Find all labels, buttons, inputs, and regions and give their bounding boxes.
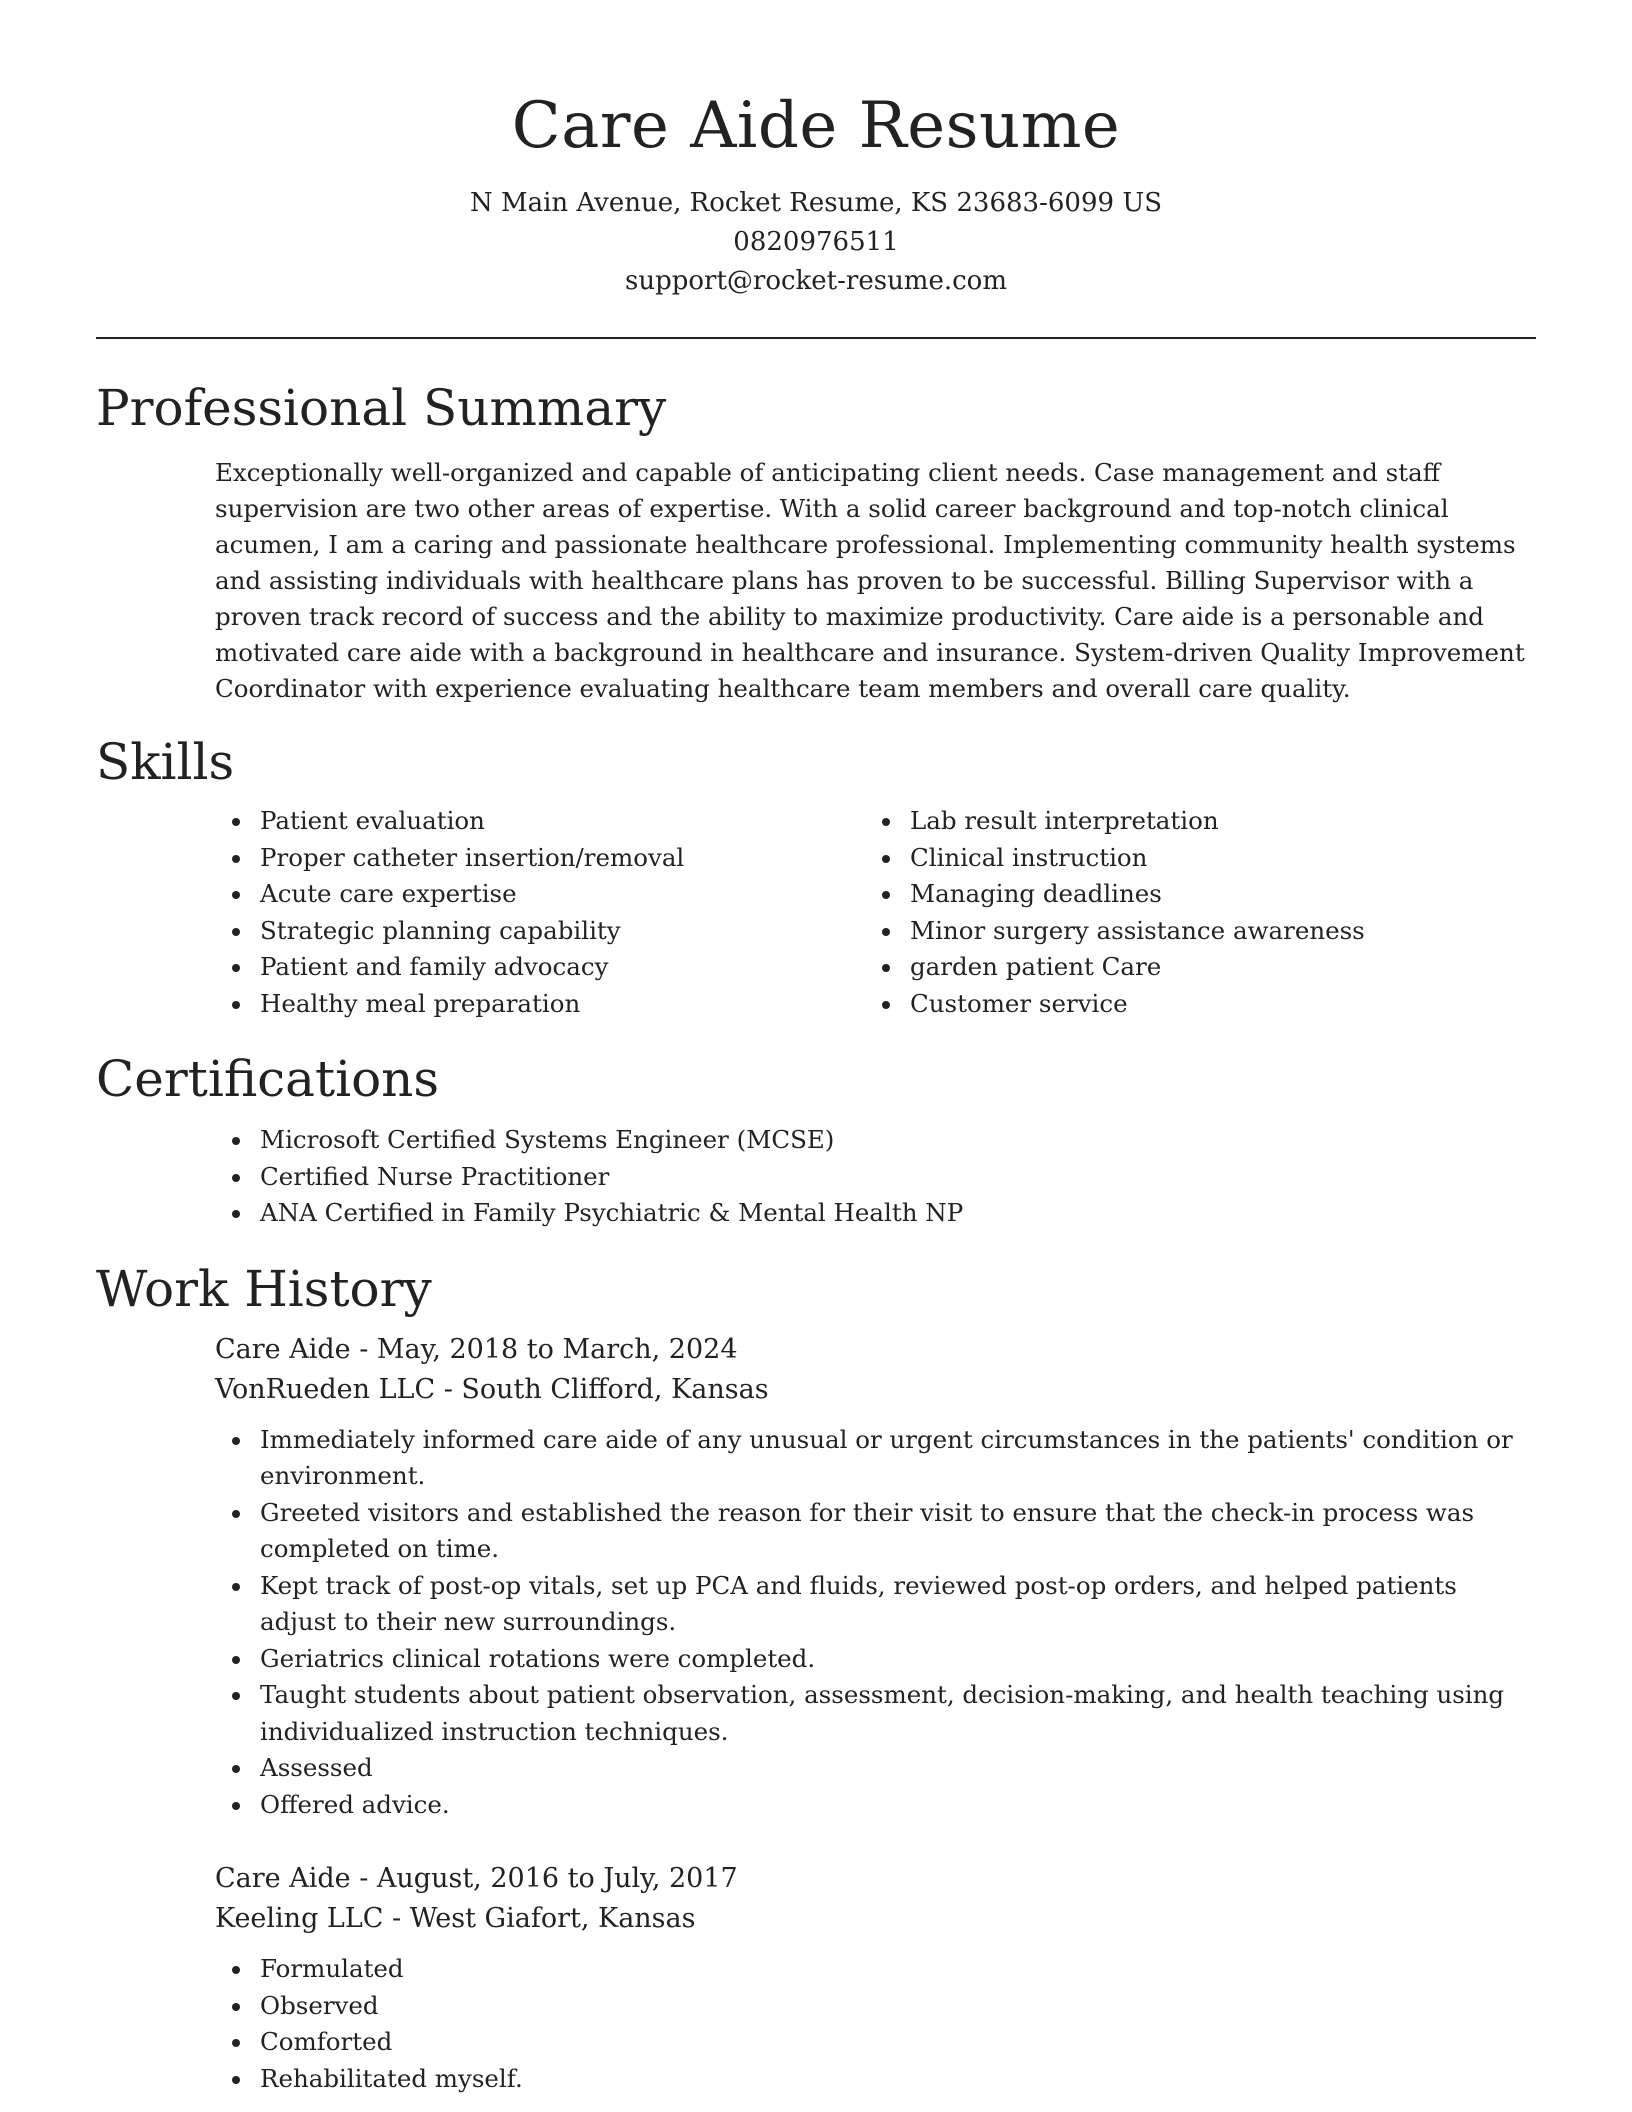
certification-item: Microsoft Certified Systems Engineer (MCSE) (260, 1122, 1536, 1159)
skill-item: Strategic planning capability (260, 913, 910, 950)
certifications-section (96, 1044, 1536, 1232)
job-duty-item: Rehabilitated myself. (260, 2061, 1536, 2098)
skill-item: Patient evaluation (260, 803, 910, 840)
job-duty-item: Immediately informed care aide of any unusual or urgent circumstances in the patients' condition or environment. (260, 1422, 1536, 1495)
certification-item: Certified Nurse Practitioner (260, 1159, 1536, 1196)
contact-phone: 0820976511 (733, 227, 899, 257)
skill-item: Clinical instruction (910, 840, 1365, 877)
skills-heading: Skills (96, 733, 235, 791)
job-entry (215, 1859, 1536, 2097)
job-duty-item: Kept track of post-op vitals, set up PCA and fluids, reviewed post-op orders, and helped patients adjust to their new surroundings. (260, 1568, 1536, 1641)
contact-block (96, 184, 1536, 301)
skill-item: Lab result interpretation (910, 803, 1365, 840)
summary-text: Exceptionally well-organized and capable of anticipating client needs. Case management and staff supervision are two other areas of expertise. With a solid career background and top-notch clinical acumen, I am a caring and passionate healthcare professional. Implementing community health systems and assisting individuals with healthcare plans has proven to be successful. Billing Supervisor with a proven track record of success and the ability to maximize productivity. Care aide is a personable and motivated care aide with a background in healthcare and insurance. System-driven Quality Improvement Coordinator with experience evaluating healthcare team members and overall care quality. (215, 458, 1525, 703)
job-duty-item: Taught students about patient observation, assessment, decision-making, and health teaching using individualized instruction techniques. (260, 1677, 1536, 1750)
skill-item: Patient and family advocacy (260, 949, 910, 986)
resume-page (96, 0, 1536, 2097)
job-company-location: VonRueden LLC - South Clifford, Kansas (215, 1373, 769, 1405)
resume-header (96, 0, 1536, 301)
job-duties-list (215, 1422, 1536, 1824)
skill-item: Proper catheter insertion/removal (260, 840, 910, 877)
job-duty-item: Comforted (260, 2024, 1536, 2061)
job-entry (215, 1330, 1536, 1824)
job-role-dates: Care Aide - May, 2018 to March, 2024 (215, 1333, 738, 1365)
header-divider (96, 337, 1536, 339)
job-duty-item: Assessed (260, 1750, 1536, 1787)
skills-grid (96, 803, 1536, 1022)
job-duty-item: Formulated (260, 1951, 1536, 1988)
skills-list-right (910, 803, 1365, 1022)
certification-item: ANA Certified in Family Psychiatric & Mental Health NP (260, 1195, 1536, 1232)
job-duty-item: Offered advice. (260, 1787, 1536, 1824)
skill-item: garden patient Care (910, 949, 1365, 986)
summary-section (96, 373, 1536, 707)
job-duties-list (215, 1951, 1536, 2097)
job-duty-item: Observed (260, 1988, 1536, 2025)
skills-section (96, 727, 1536, 1022)
contact-email: support@rocket-resume.com (624, 266, 1007, 296)
job-company-location: Keeling LLC - West Giafort, Kansas (215, 1903, 696, 1934)
skill-item: Managing deadlines (910, 876, 1365, 913)
work-history-heading: Work History (96, 1259, 432, 1318)
work-history-section (96, 1254, 1536, 2098)
skill-item: Healthy meal preparation (260, 986, 910, 1023)
summary-heading: Professional Summary (96, 379, 667, 437)
certifications-list (96, 1122, 1536, 1232)
job-duty-item: Greeted visitors and established the reason for their visit to ensure that the check-in process was completed on time. (260, 1495, 1536, 1568)
certifications-heading: Certifications (96, 1050, 440, 1108)
skill-item: Acute care expertise (260, 876, 910, 913)
skill-item: Minor surgery assistance awareness (910, 913, 1365, 950)
skill-item: Customer service (910, 986, 1365, 1023)
job-role-dates: Care Aide - August, 2016 to July, 2017 (215, 1863, 738, 1894)
resume-name: Care Aide Resume (511, 89, 1121, 163)
skills-list-left (96, 803, 910, 1022)
contact-address: N Main Avenue, Rocket Resume, KS 23683-6099 US (469, 188, 1163, 218)
job-duty-item: Geriatrics clinical rotations were completed. (260, 1641, 1536, 1678)
